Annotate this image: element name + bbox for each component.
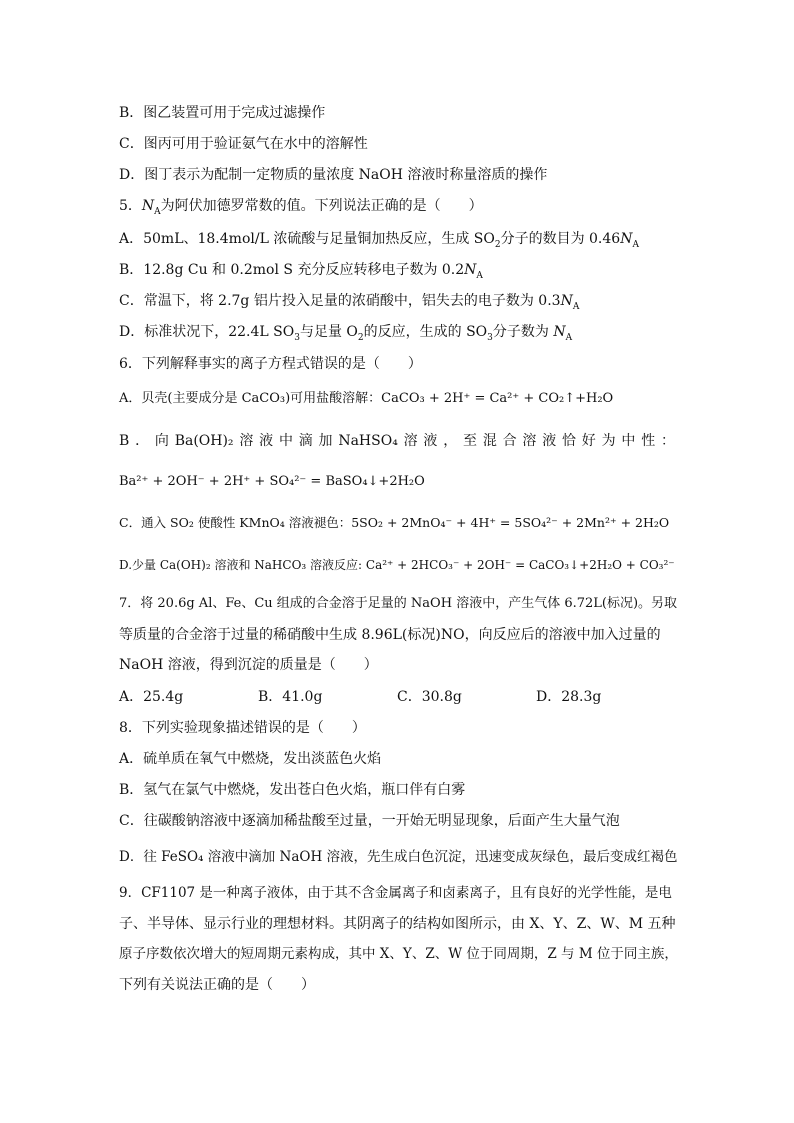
q4-option-d: D．图丁表示为配制一定物质的量浓度 NaOH 溶液时称量溶质的操作 — [119, 167, 548, 183]
q7-option-a: A．25.4g — [119, 689, 184, 705]
q7-option-c: C．30.8g — [397, 689, 462, 705]
q5-option-c: C．常温下，将 2.7g 铝片投入足量的浓硝酸中，铝失去的电子数为 $0.3N_A$ — [119, 293, 580, 312]
q6-option-c: C．通入 SO₂ 使酸性 KMnO₄ 溶液褪色：5SO₂ + 2MnO₄⁻ + 4H⁺ = 5SO₄²⁻ + 2Mn²⁺ + 2H₂O — [119, 515, 670, 530]
q5-option-b: B．12.8g Cu 和 0.2mol S 充分反应转移电子数为 $0.2N_A$ — [119, 262, 483, 281]
q9-stem-line1: 9．CF1107 是一种离子液体，由于其不含金属离子和卤素离子，且有良好的光学性能，是电 — [119, 885, 672, 901]
q7-option-d: D．28.3g — [536, 689, 602, 705]
q4-option-b: B．图乙装置可用于完成过滤操作 — [119, 105, 326, 121]
q8-option-c: C．往碳酸钠溶液中逐滴加稀盐酸至过量，一开始无明显现象，后面产生大量气泡 — [119, 813, 620, 829]
q6-option-b: B ． 向 Ba(OH)₂ 溶 液 中 滴 加 NaHSO₄ 溶 液 ， 至 混 合 溶 液 恰 好 为 中 性 ： — [119, 433, 675, 449]
q5-option-d: D．标准状况下，22.4L $SO_3$与足量 $O_2$的反应，生成的 $SO_3$分子数为 $N_A$ — [119, 324, 573, 343]
q7-stem-line3: NaOH 溶液，得到沉淀的质量是（ ） — [119, 657, 378, 673]
q7-stem-line2: 等质量的合金溶于过量的稀硝酸中生成 8.96L(标况)NO，向反应后的溶液中加入过量的 — [119, 627, 661, 643]
q9-stem-line2: 子、半导体、显示行业的理想材料。其阴离子的结构如图所示，由 X、Y、Z、W、M 五种 — [119, 916, 676, 932]
q4-option-c: C．图丙可用于验证氨气在水中的溶解性 — [119, 136, 368, 152]
q8-option-a: A．硫单质在氧气中燃烧，发出淡蓝色火焰 — [119, 751, 382, 767]
q6-option-a: A．贝壳(主要成分是 CaCO₃)可用盐酸溶解：CaCO₃ + 2H⁺ = Ca²⁺ + CO₂↑+H₂O — [119, 391, 614, 406]
q7-option-b: B．41.0g — [258, 689, 323, 705]
q5-option-a: A．50mL、18.4mol/L 浓硫酸与足量铜加热反应，生成 $SO_2$分子的数目为 $0.46N_A$ — [119, 231, 639, 250]
q7-stem-line1: 7．将 20.6g Al、Fe、Cu 组成的合金溶于足量的 NaOH 溶液中，产生气体 6.72L(标况)。另取 — [119, 596, 678, 611]
q8-option-b: B．氢气在氯气中燃烧，发出苍白色火焰，瓶口伴有白雾 — [119, 782, 466, 798]
q6-option-b-equation: Ba²⁺ + 2OH⁻ + 2H⁺ + SO₄²⁻ = BaSO₄↓+2H₂O — [119, 474, 425, 489]
q9-stem-line4: 下列有关说法正确的是（ ） — [119, 977, 315, 993]
q8-option-d: D．往 FeSO₄ 溶液中滴加 NaOH 溶液，先生成白色沉淀，迅速变成灰绿色，最后变成红褐色 — [119, 849, 678, 865]
q8-stem: 8．下列实验现象描述错误的是（ ） — [119, 720, 366, 736]
q5-stem: 5．$N_A$为阿伏加德罗常数的值。下列说法正确的是（ ） — [119, 198, 483, 217]
q6-option-d: D.少量 Ca(OH)₂ 溶液和 NaHCO₃ 溶液反应: Ca²⁺ + 2HCO₃⁻ + 2OH⁻ = CaCO₃↓+2H₂O + CO₃²⁻ — [119, 558, 675, 572]
q6-stem: 6．下列解释事实的离子方程式错误的是（ ） — [119, 356, 422, 372]
q9-stem-line3: 原子序数依次增大的短周期元素构成，其中 X、Y、Z、W 位于同周期，Z 与 M 位于同主族， — [119, 946, 678, 962]
